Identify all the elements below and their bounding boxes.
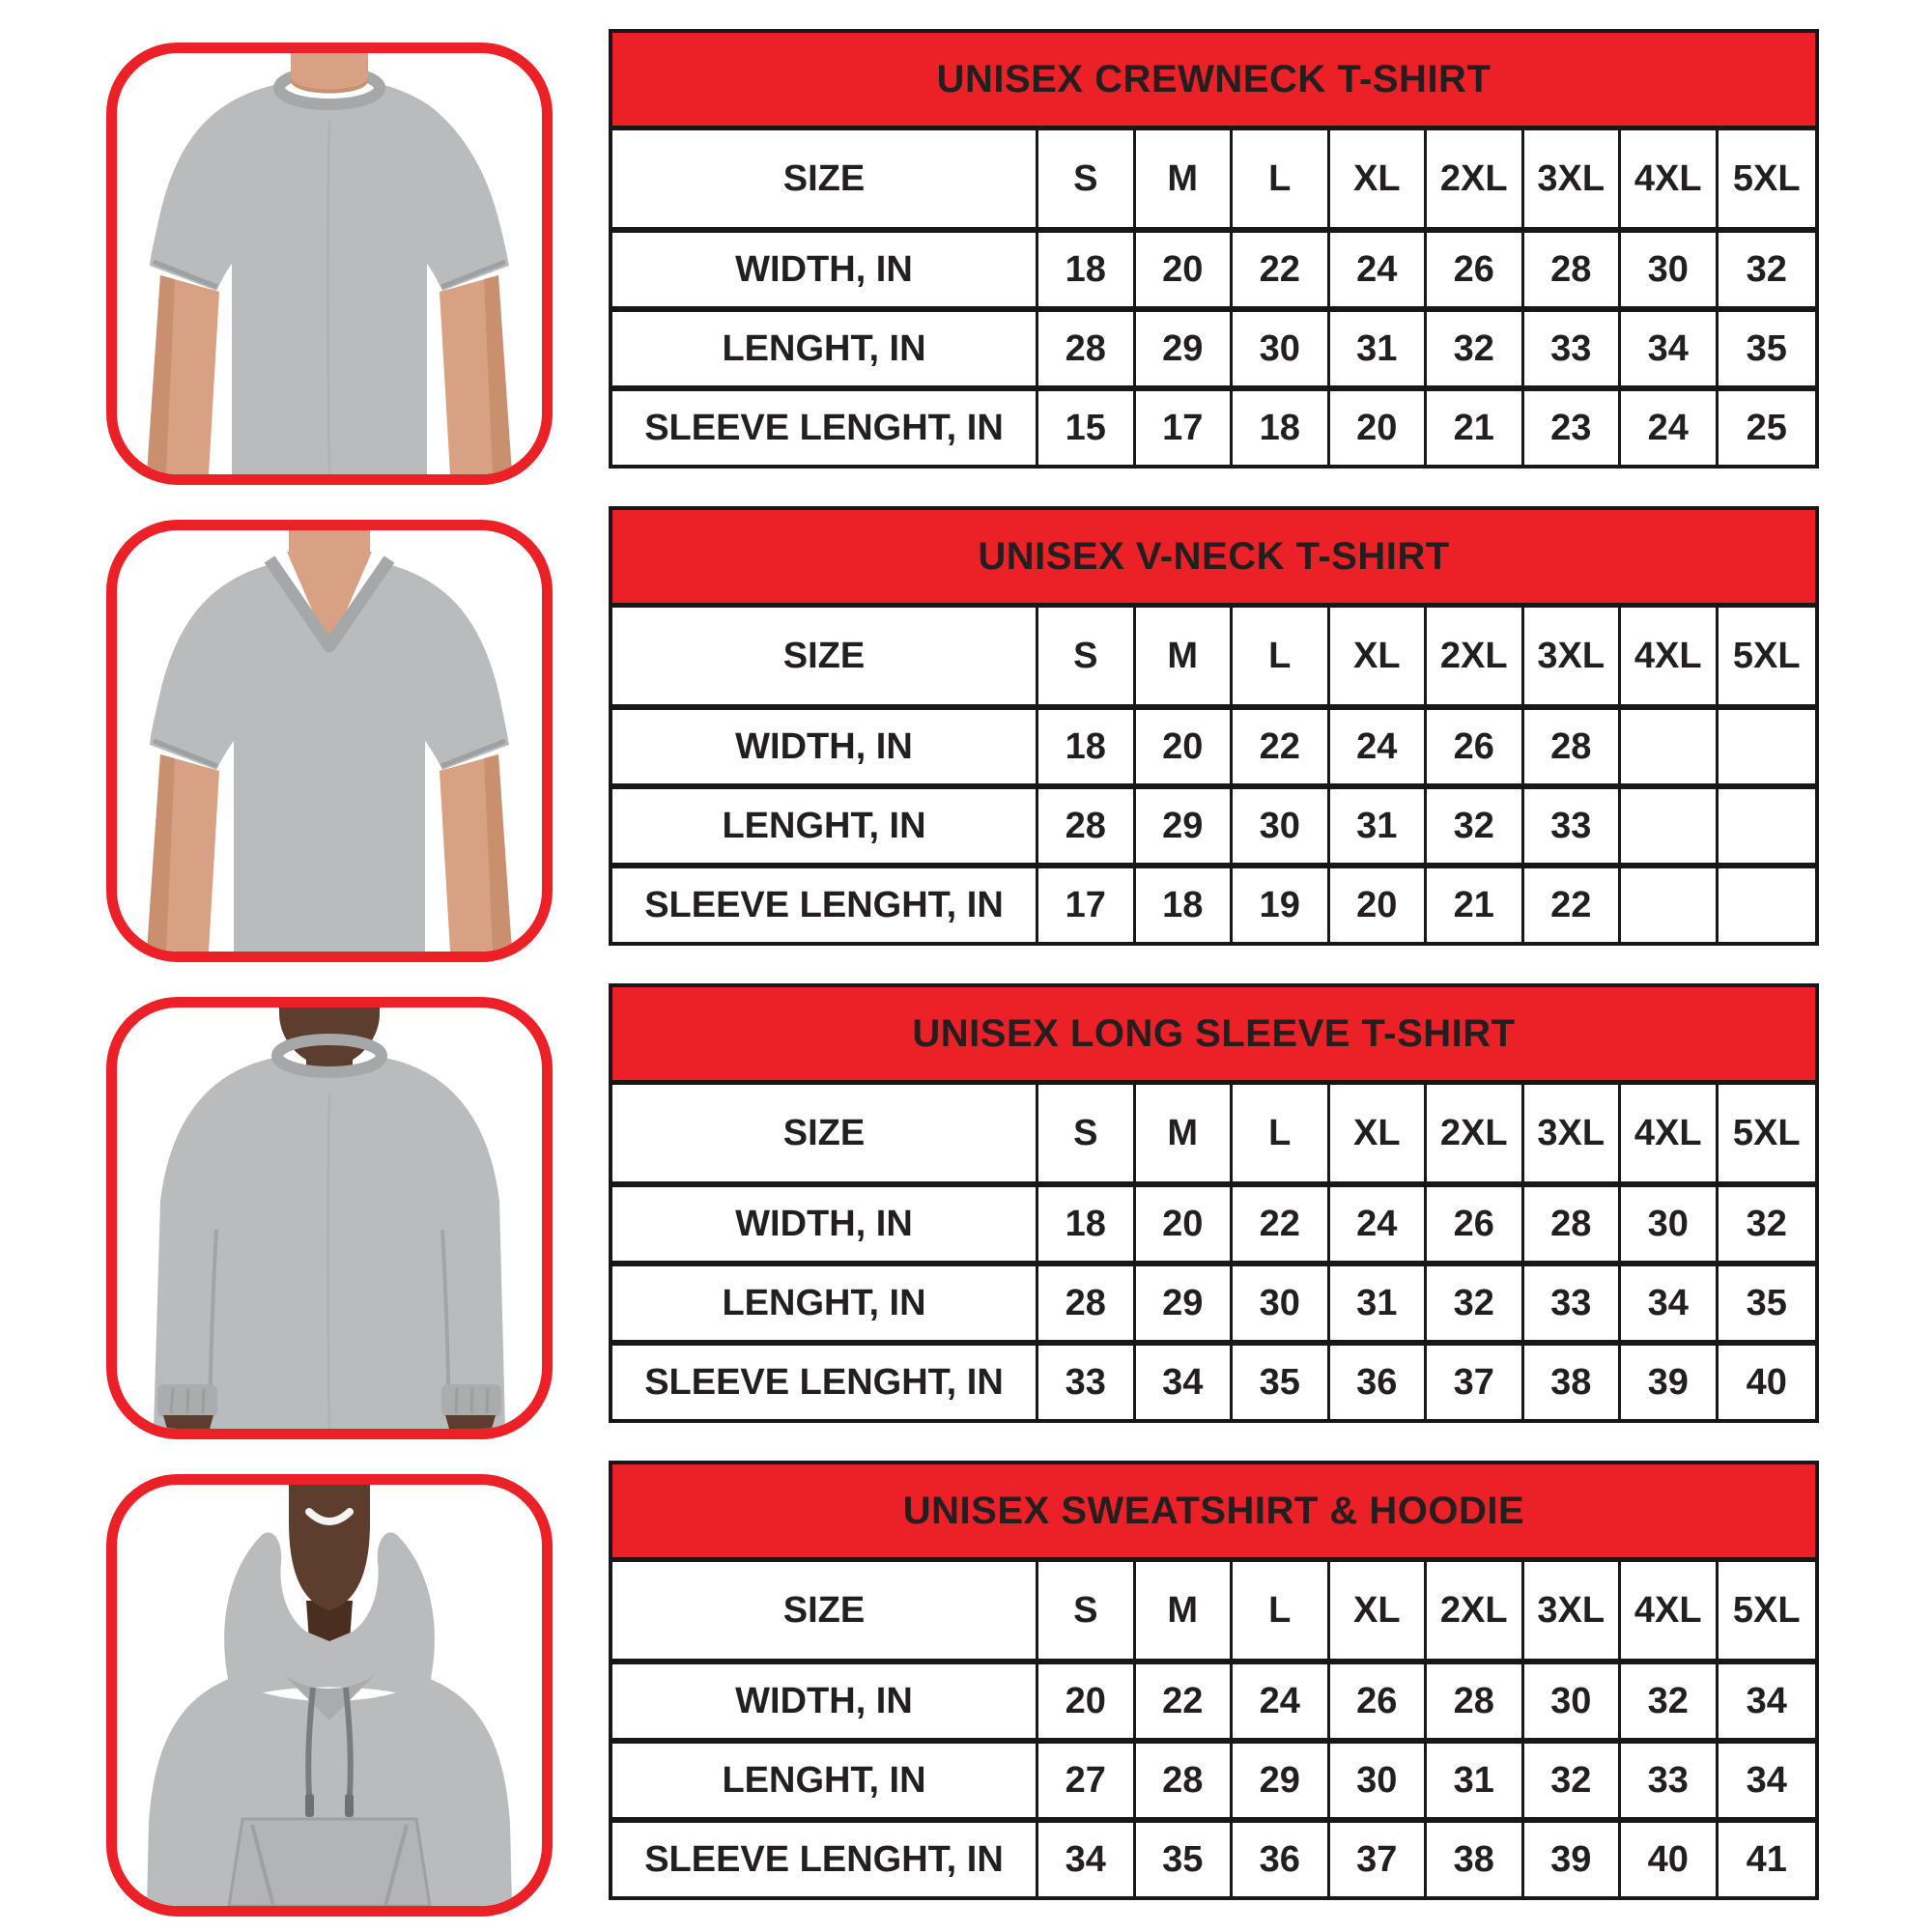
size-value-cell: 20 <box>1038 1659 1136 1738</box>
size-value-cell: 39 <box>1621 1340 1719 1419</box>
size-value-cell: 35 <box>1719 306 1816 385</box>
size-value-cell: 30 <box>1233 306 1330 385</box>
kangaroo-pocket <box>229 1819 430 1906</box>
size-value-cell: 24 <box>1330 704 1428 783</box>
size-value-cell: 31 <box>1330 1261 1428 1340</box>
table-title: UNISEX V-NECK T-SHIRT <box>612 510 1815 608</box>
size-col-header: S <box>1038 1562 1136 1659</box>
size-col-header: M <box>1136 1085 1234 1181</box>
size-value-cell: 37 <box>1330 1817 1428 1896</box>
size-value-cell: 28 <box>1038 306 1136 385</box>
product-photo-frame-crewneck <box>106 43 553 485</box>
size-value-cell: 30 <box>1233 1261 1330 1340</box>
size-value-cell: 28 <box>1136 1738 1234 1817</box>
size-value-cell: 32 <box>1719 1181 1816 1261</box>
size-value-cell: 25 <box>1719 385 1816 465</box>
size-col-header: 2XL <box>1427 608 1524 704</box>
size-col-header: M <box>1136 608 1234 704</box>
size-col-header: 5XL <box>1732 635 1801 676</box>
size-value-cell: 40 <box>1621 1817 1719 1896</box>
size-value-cell: 35 <box>1719 1261 1816 1340</box>
size-value-cell: 36 <box>1330 1340 1428 1419</box>
size-value-cell: 32 <box>1427 1261 1524 1340</box>
size-value-cell: 28 <box>1038 783 1136 863</box>
size-value-cell: 28 <box>1524 227 1622 306</box>
size-value-cell: 24 <box>1330 227 1428 306</box>
size-value-cell: 34 <box>1136 1340 1234 1419</box>
size-table-long-sleeve <box>609 983 1819 1423</box>
size-col-header: 2XL <box>1427 1085 1524 1181</box>
size-value-cell: 26 <box>1427 227 1524 306</box>
size-grid <box>612 608 1815 942</box>
size-value-cell: 33 <box>1524 1261 1622 1340</box>
row-label: LENGHT, IN <box>612 1261 1038 1340</box>
size-value-cell: 29 <box>1136 1261 1234 1340</box>
size-value-cell: 30 <box>1524 1659 1622 1738</box>
size-value-cell: 21 <box>1427 385 1524 465</box>
row-label: SLEEVE LENGHT, IN <box>612 863 1038 942</box>
size-value-cell: 31 <box>1330 783 1428 863</box>
size-value-cell <box>1719 863 1816 942</box>
size-col-header: S <box>1038 608 1136 704</box>
size-col-header: L <box>1233 1562 1330 1659</box>
size-value-cell <box>1719 783 1816 863</box>
size-col-header: S <box>1038 130 1136 227</box>
size-value-cell: 24 <box>1233 1659 1330 1738</box>
size-col-header: XL <box>1330 1562 1428 1659</box>
size-value-cell: 32 <box>1524 1738 1622 1817</box>
row-label: WIDTH, IN <box>612 704 1038 783</box>
size-grid <box>612 1562 1815 1896</box>
size-col-header: 3XL <box>1524 1562 1622 1659</box>
size-value-cell: 35 <box>1136 1817 1234 1896</box>
size-col-header: 3XL <box>1524 1085 1622 1181</box>
size-value-cell: 26 <box>1427 704 1524 783</box>
size-value-cell: 28 <box>1427 1659 1524 1738</box>
size-value-cell: 33 <box>1524 783 1622 863</box>
product-photo-frame-long-sleeve <box>106 997 553 1439</box>
size-col-header: 5XL <box>1732 157 1801 199</box>
size-value-cell <box>1621 783 1719 863</box>
size-col-header: M <box>1136 130 1234 227</box>
size-col-header: 4XL <box>1621 608 1719 704</box>
size-col-header: SIZE <box>612 130 1038 227</box>
long-sleeve-tshirt-photo <box>117 1008 542 1429</box>
size-value-cell: 40 <box>1719 1340 1816 1419</box>
size-value-cell: 27 <box>1038 1738 1136 1817</box>
size-value-cell: 18 <box>1038 704 1136 783</box>
size-value-cell: 24 <box>1621 385 1719 465</box>
size-col-header: L <box>1233 130 1330 227</box>
model-face <box>289 1485 370 1610</box>
size-col-header: SIZE <box>612 608 1038 704</box>
size-value-cell: 33 <box>1038 1340 1136 1419</box>
size-value-cell: 15 <box>1038 385 1136 465</box>
row-label: WIDTH, IN <box>612 1181 1038 1261</box>
product-photo-frame-vneck <box>106 520 553 962</box>
size-value-cell: 20 <box>1136 227 1234 306</box>
size-value-cell: 22 <box>1524 863 1622 942</box>
size-col-header: 3XL <box>1524 130 1622 227</box>
size-grid <box>612 130 1815 465</box>
size-table-hoodie <box>609 1461 1819 1900</box>
size-value-cell: 38 <box>1427 1817 1524 1896</box>
size-value-cell: 22 <box>1136 1659 1234 1738</box>
size-col-header: L <box>1233 1085 1330 1181</box>
size-value-cell: 18 <box>1136 863 1234 942</box>
row-label: WIDTH, IN <box>612 227 1038 306</box>
size-value-cell: 30 <box>1233 783 1330 863</box>
size-value-cell: 34 <box>1621 1261 1719 1340</box>
size-grid <box>612 1085 1815 1419</box>
table-title: UNISEX LONG SLEEVE T-SHIRT <box>612 987 1815 1085</box>
size-value-cell: 24 <box>1330 1181 1428 1261</box>
size-col-header: 4XL <box>1621 1085 1719 1181</box>
size-value-cell: 17 <box>1136 385 1234 465</box>
row-label: SLEEVE LENGHT, IN <box>612 1817 1038 1896</box>
size-value-cell: 31 <box>1427 1738 1524 1817</box>
size-value-cell: 32 <box>1621 1659 1719 1738</box>
size-value-cell: 38 <box>1524 1340 1622 1419</box>
size-value-cell: 36 <box>1233 1817 1330 1896</box>
product-photo-frame-hoodie <box>106 1474 553 1917</box>
size-col-header: 5XL <box>1732 1589 1801 1631</box>
section-hoodie <box>0 1461 1932 1901</box>
size-value-cell: 34 <box>1719 1738 1816 1817</box>
size-value-cell: 29 <box>1136 783 1234 863</box>
section-vneck <box>0 506 1932 947</box>
size-table-crewneck <box>609 29 1819 469</box>
size-value-cell: 26 <box>1427 1181 1524 1261</box>
size-value-cell: 33 <box>1621 1738 1719 1817</box>
size-value-cell: 31 <box>1330 306 1428 385</box>
size-col-header: 3XL <box>1524 608 1622 704</box>
size-value-cell: 34 <box>1621 306 1719 385</box>
size-value-cell: 35 <box>1233 1340 1330 1419</box>
size-value-cell: 28 <box>1038 1261 1136 1340</box>
size-value-cell: 26 <box>1330 1659 1428 1738</box>
size-value-cell: 23 <box>1524 385 1622 465</box>
size-value-cell: 34 <box>1038 1817 1136 1896</box>
size-col-header: XL <box>1330 608 1428 704</box>
size-value-cell <box>1621 704 1719 783</box>
vneck-tshirt-photo <box>117 530 542 952</box>
size-col-header: M <box>1136 1562 1234 1659</box>
row-label: LENGHT, IN <box>612 306 1038 385</box>
row-label: SLEEVE LENGHT, IN <box>612 1340 1038 1419</box>
size-value-cell: 41 <box>1719 1817 1816 1896</box>
table-title: UNISEX SWEATSHIRT & HOODIE <box>612 1464 1815 1562</box>
size-value-cell: 39 <box>1524 1817 1622 1896</box>
row-label: SLEEVE LENGHT, IN <box>612 385 1038 465</box>
crewneck-tshirt-photo <box>117 53 542 474</box>
size-col-header: XL <box>1330 1085 1428 1181</box>
size-value-cell: 32 <box>1427 306 1524 385</box>
size-value-cell: 32 <box>1719 227 1816 306</box>
size-value-cell: 19 <box>1233 863 1330 942</box>
size-value-cell: 30 <box>1621 227 1719 306</box>
size-value-cell: 29 <box>1233 1738 1330 1817</box>
size-value-cell: 18 <box>1038 227 1136 306</box>
size-value-cell <box>1719 704 1816 783</box>
size-value-cell: 22 <box>1233 227 1330 306</box>
hoodie-photo <box>117 1485 542 1906</box>
size-value-cell <box>1621 863 1719 942</box>
size-value-cell: 28 <box>1524 704 1622 783</box>
size-value-cell: 37 <box>1427 1340 1524 1419</box>
size-col-header: 4XL <box>1621 130 1719 227</box>
size-col-header: S <box>1038 1085 1136 1181</box>
size-value-cell: 20 <box>1330 863 1428 942</box>
size-col-header: 4XL <box>1621 1562 1719 1659</box>
table-title: UNISEX CREWNECK T-SHIRT <box>612 33 1815 130</box>
size-value-cell: 18 <box>1233 385 1330 465</box>
row-label: WIDTH, IN <box>612 1659 1038 1738</box>
size-col-header: 2XL <box>1427 130 1524 227</box>
size-value-cell: 18 <box>1038 1181 1136 1261</box>
section-long-sleeve <box>0 983 1932 1424</box>
size-value-cell: 20 <box>1330 385 1428 465</box>
size-value-cell: 30 <box>1621 1181 1719 1261</box>
size-value-cell: 20 <box>1136 1181 1234 1261</box>
size-value-cell: 22 <box>1233 1181 1330 1261</box>
size-table-vneck <box>609 506 1819 946</box>
size-value-cell: 30 <box>1330 1738 1428 1817</box>
row-label: LENGHT, IN <box>612 783 1038 863</box>
size-col-header: XL <box>1330 130 1428 227</box>
size-value-cell: 21 <box>1427 863 1524 942</box>
size-value-cell: 33 <box>1524 306 1622 385</box>
section-crewneck <box>0 29 1932 469</box>
size-col-header: SIZE <box>612 1085 1038 1181</box>
size-value-cell: 29 <box>1136 306 1234 385</box>
size-col-header: 2XL <box>1427 1562 1524 1659</box>
size-value-cell: 22 <box>1233 704 1330 783</box>
size-value-cell: 34 <box>1719 1659 1816 1738</box>
size-value-cell: 32 <box>1427 783 1524 863</box>
size-value-cell: 20 <box>1136 704 1234 783</box>
size-value-cell: 17 <box>1038 863 1136 942</box>
size-col-header: SIZE <box>612 1562 1038 1659</box>
size-value-cell: 28 <box>1524 1181 1622 1261</box>
size-col-header: L <box>1233 608 1330 704</box>
row-label: LENGHT, IN <box>612 1738 1038 1817</box>
size-col-header: 5XL <box>1732 1112 1801 1153</box>
